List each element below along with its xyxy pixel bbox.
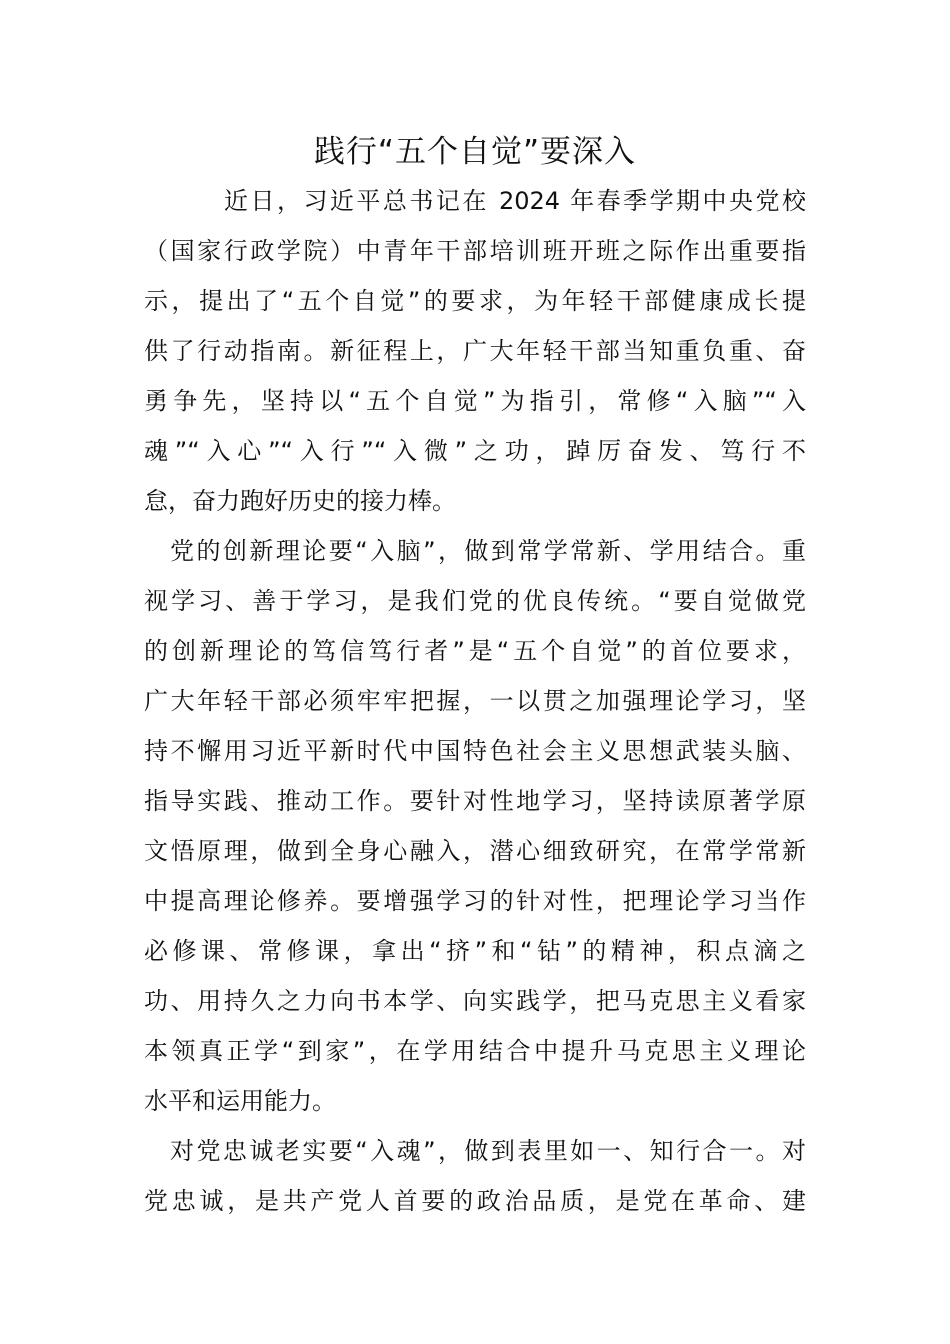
text-line: 本领真正学“到家”，在学用结合中提升马克思主义理论 [144, 1037, 806, 1065]
text-line: 党的创新理论要“入脑”，做到常学常新、学用结合。重 [170, 537, 806, 565]
text-line: 必修课、常修课，拿出“挤”和“钻”的精神，积点滴之 [144, 937, 806, 965]
paragraph-2 [144, 526, 806, 1126]
text-line: 示，提出了“五个自觉”的要求，为年轻干部健康成长提 [144, 287, 806, 315]
text-line: 中提高理论修养。要增强学习的针对性，把理论学习当作 [144, 887, 806, 915]
text-line: 魂”“入心”“入行”“入微”之功，踔厉奋发、笃行不 [144, 437, 806, 465]
paragraph-1 [144, 176, 806, 526]
document-body [144, 176, 806, 1226]
text-line: 指导实践、推动工作。要针对性地学习，坚持读原著学原 [144, 787, 806, 815]
text-line: 的创新理论的笃信笃行者”是“五个自觉”的首位要求， [144, 637, 806, 665]
paragraph-3 [144, 1126, 806, 1226]
text-line: 持不懈用习近平新时代中国特色社会主义思想武装头脑、 [144, 737, 806, 765]
text-line: 近日，习近平总书记在 2024 年春季学期中央党校 [224, 187, 806, 215]
text-line: （国家行政学院）中青年干部培训班开班之际作出重要指 [144, 237, 806, 265]
text-line: 水平和运用能力。 [144, 1087, 336, 1115]
text-line: 功、用持久之力向书本学、向实践学，把马克思主义看家 [144, 987, 806, 1015]
text-line: 怠，奋力跑好历史的接力棒。 [144, 487, 456, 515]
text-line: 供了行动指南。新征程上，广大年轻干部当知重负重、奋 [144, 337, 806, 365]
document-title: 践行“五个自觉”要深入 [313, 134, 637, 170]
text-line: 文悟原理，做到全身心融入，潜心细致研究，在常学常新 [144, 837, 806, 865]
text-line: 视学习、善于学习，是我们党的优良传统。“要自觉做党 [144, 587, 806, 615]
text-line: 广大年轻干部必须牢牢把握，一以贯之加强理论学习，坚 [144, 687, 806, 715]
text-line: 对党忠诚老实要“入魂”，做到表里如一、知行合一。对 [170, 1137, 806, 1165]
text-line: 勇争先，坚持以“五个自觉”为指引，常修“入脑”“入 [144, 387, 806, 415]
text-line: 党忠诚，是共产党人首要的政治品质，是党在革命、建 [144, 1187, 806, 1215]
